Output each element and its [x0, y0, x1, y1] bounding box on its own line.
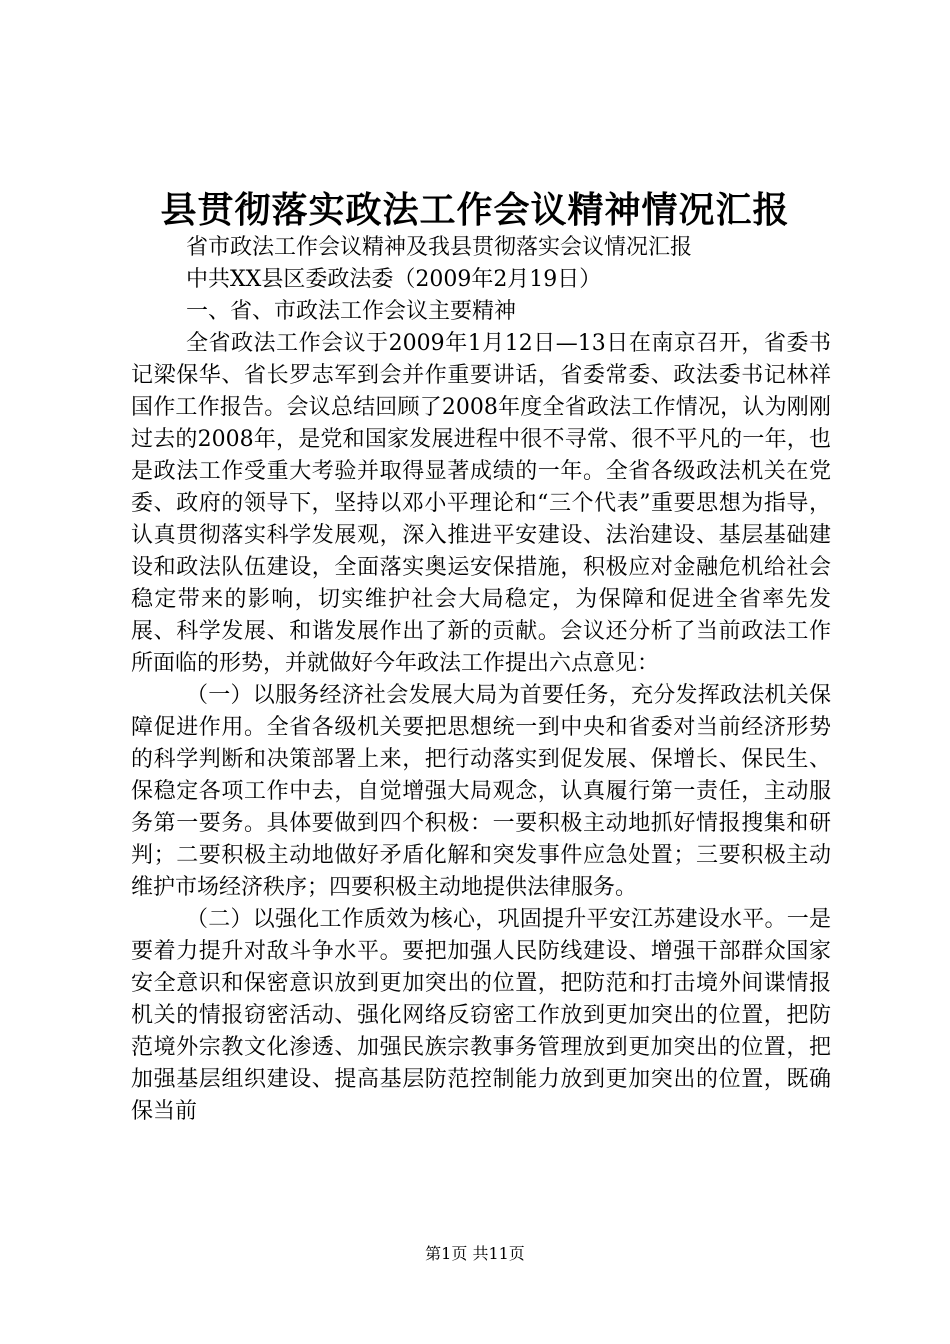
document-body	[131, 232, 831, 1128]
page-footer: 第1页 共11页	[425, 1244, 525, 1263]
body-paragraph: （一）以服务经济社会发展大局为首要任务，充分发挥政法机关保障促进作用。全省各级机关要把思想统一到中央和省委对当前经济形势的科学判断和决策部署上来，把行动落实到促发展、保增长、保民生、保稳定各项工作中去，自觉增强大局观念，认真履行第一责任，主动服务第一要务。具体要做到四个积极：一要积极主动地抓好情报搜集和研判；二要积极主动地做好矛盾化解和突发事件应急处置；三要积极主动维护市场经济秩序；四要积极主动地提供法律服务。	[131, 683, 831, 900]
section-heading: 一、省、市政法工作会议主要精神	[186, 299, 517, 324]
subtitle-line: 省市政法工作会议精神及我县贯彻落实会议情况汇报	[186, 235, 693, 260]
body-paragraph: 全省政法工作会议于2009年1月12日—13日在南京召开，省委书记梁保华、省长罗志军到会并作重要讲话，省委常委、政法委书记林祥国作工作报告。会议总结回顾了2008年度全省政法工作情况，认为刚刚过去的2008年，是党和国家发展进程中很不寻常、很不平凡的一年，也是政法工作受重大考验并取得显著成绩的一年。全省各级政法机关在党委、政府的领导下，坚持以邓小平理论和“三个代表”重要思想为指导，认真贯彻落实科学发展观，深入推进平安建设、法治建设、基层基础建设和政法队伍建设，全面落实奥运安保措施，积极应对金融危机给社会稳定带来的影响，切实维护社会大局稳定，为保障和促进全省率先发展、科学发展、和谐发展作出了新的贡献。会议还分析了当前政法工作所面临的形势，并就做好今年政法工作提出六点意见：	[131, 331, 831, 676]
document-title: 县贯彻落实政法工作会议精神情况汇报	[160, 189, 790, 231]
body-paragraph: （二）以强化工作质效为核心，巩固提升平安江苏建设水平。一是要着力提升对敌斗争水平。要把加强人民防线建设、增强干部群众国家安全意识和保密意识放到更加突出的位置，把防范和打击境外间谍情报机关的情报窃密活动、强化网络反窃密工作放到更加突出的位置，把防范境外宗教文化渗透、加强民族宗教事务管理放到更加突出的位置，把加强基层组织建设、提高基层防范控制能力放到更加突出的位置，既确保当前	[131, 907, 831, 1124]
author-line: 中共XX县区委政法委（2009年2月19日）	[186, 267, 602, 292]
